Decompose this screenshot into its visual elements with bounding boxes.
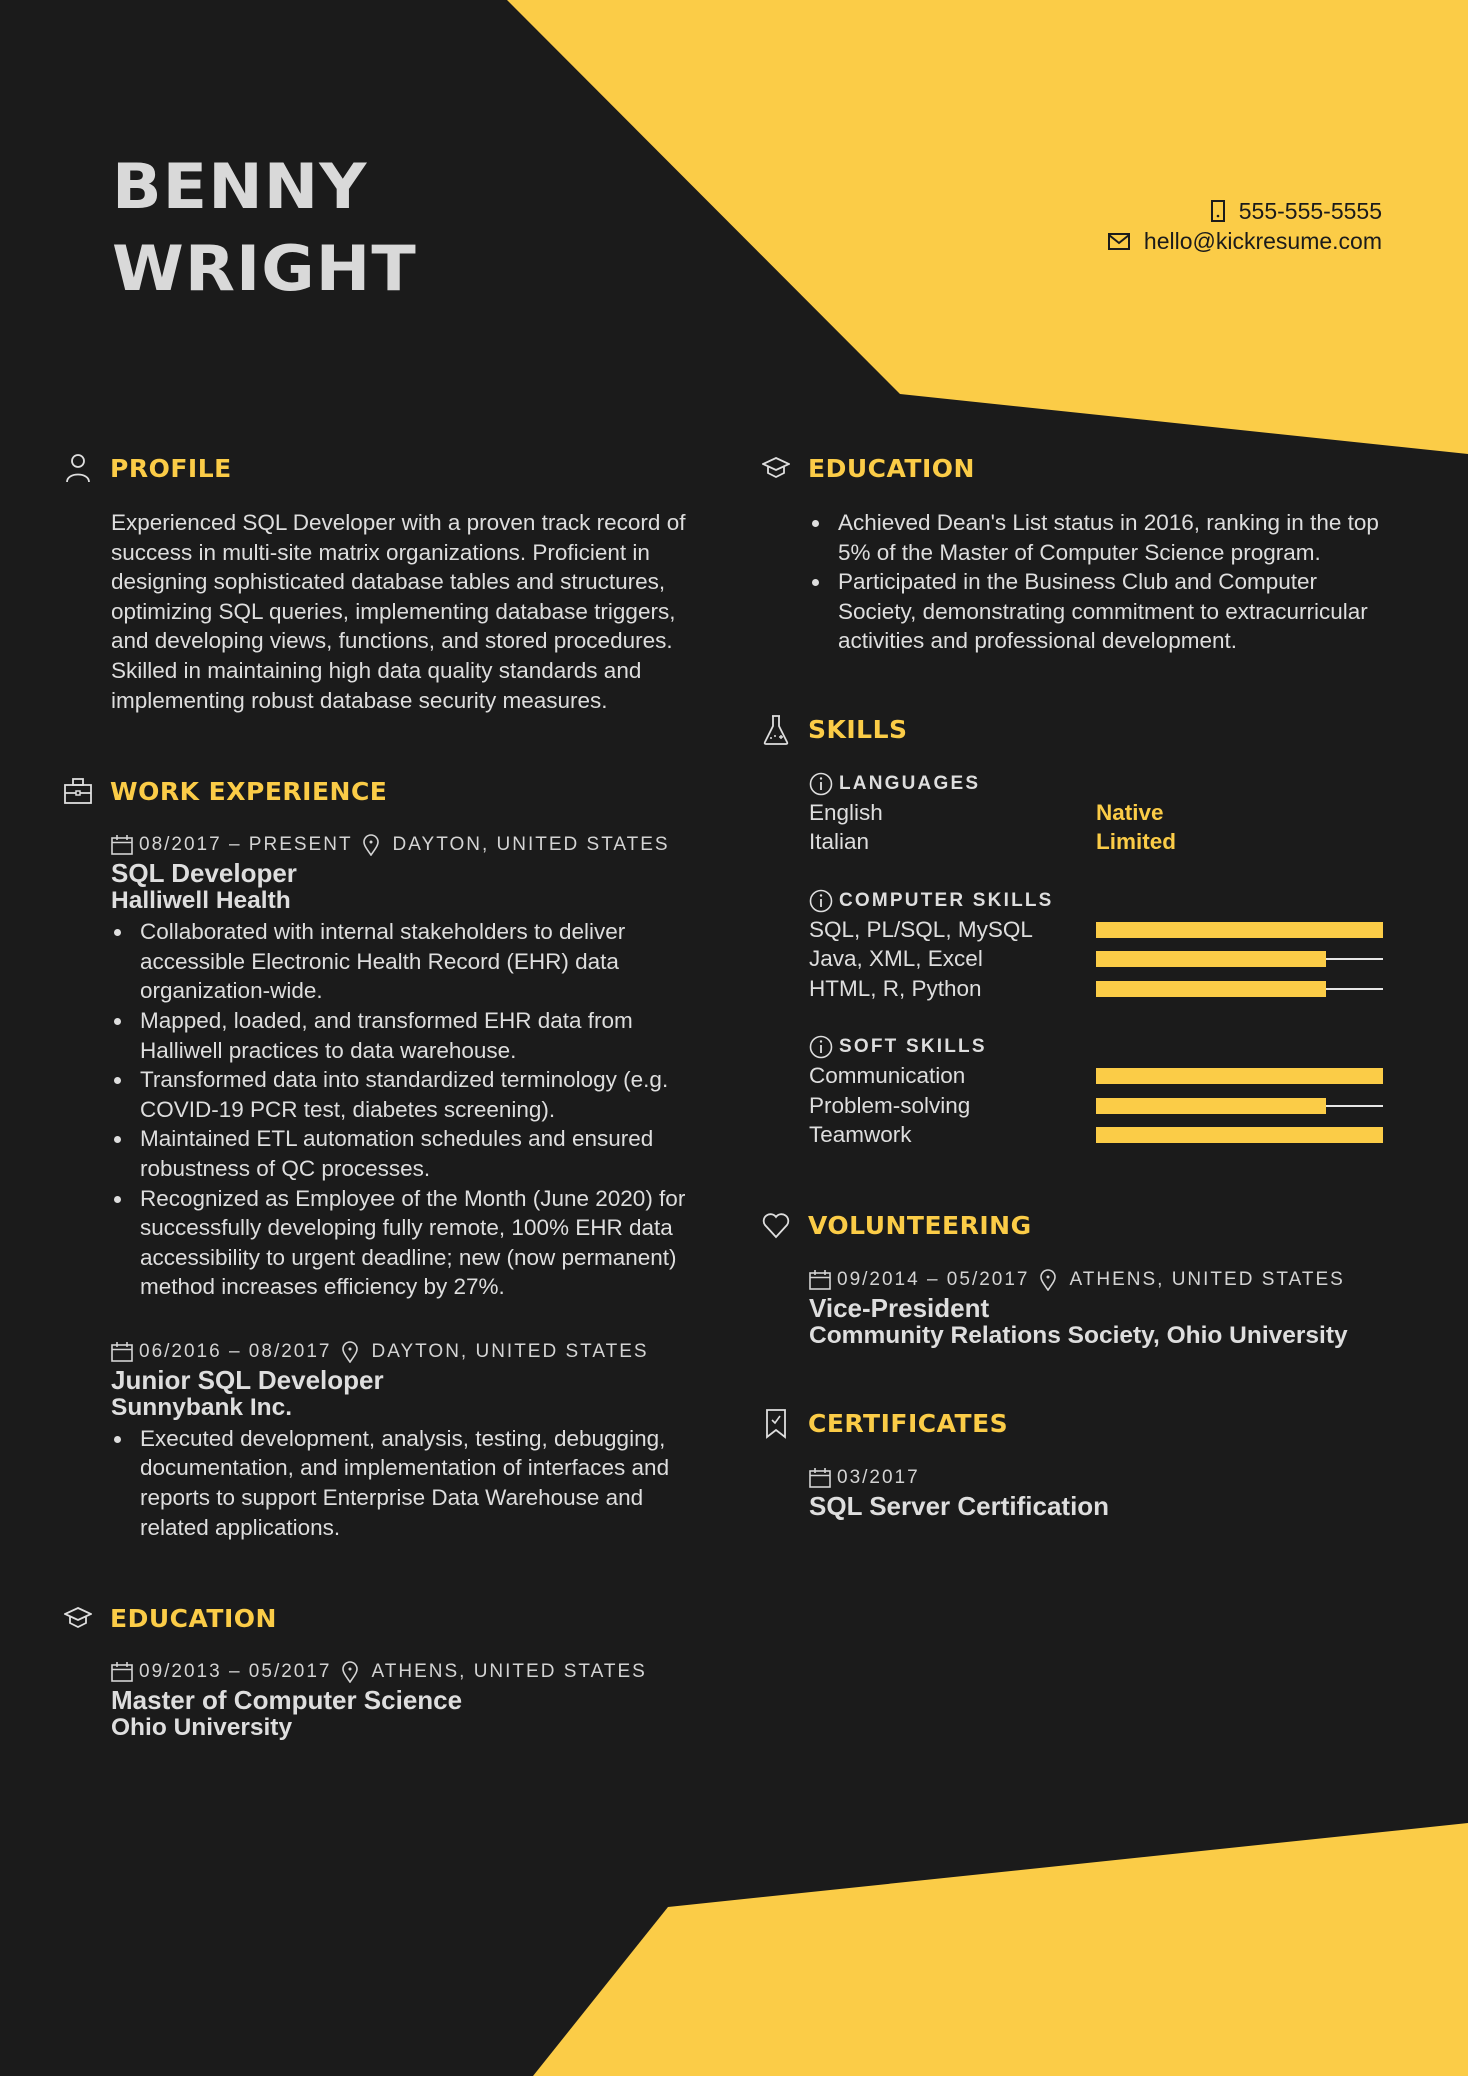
languages-group (809, 770, 1385, 857)
job-dates: 08/2017 – PRESENT (139, 834, 353, 856)
job-title: SQL Developer (111, 858, 297, 889)
skill-bar (1096, 951, 1383, 967)
calendar-icon (809, 1468, 831, 1488)
volunteering-location: ATHENS, UNITED STATES (1069, 1268, 1345, 1290)
job-bullets (111, 917, 702, 1302)
skill-name: HTML, R, Python (809, 975, 982, 1001)
language-row (809, 798, 1385, 828)
school: Ohio University (111, 1714, 293, 1742)
skill-bar (1096, 1068, 1383, 1084)
skill-bar (1096, 1098, 1383, 1114)
education-bullets (809, 508, 1385, 656)
bullet-item: Collaborated with internal stakeholders to deliver accessible Electronic Health Record (EHR) data organization-wide. (111, 917, 702, 1006)
skill-row (809, 974, 1385, 1004)
bookmark-check-icon (760, 1408, 792, 1440)
right-column (760, 450, 1385, 1568)
email-row (1108, 226, 1382, 256)
work-experience-section (62, 773, 702, 1542)
location-pin-icon (1040, 1269, 1056, 1291)
phone-row (1108, 196, 1382, 226)
section-title: VOLUNTEERING (808, 1211, 1032, 1241)
skill-row (809, 944, 1385, 974)
skill-bar (1096, 922, 1383, 938)
computer-skills-group (809, 887, 1385, 1004)
left-column (62, 450, 702, 1790)
job-location: DAYTON, UNITED STATES (371, 1340, 649, 1362)
certificate-date: 03/2017 (837, 1466, 920, 1488)
job-entry (111, 1338, 702, 1542)
skill-name: SQL, PL/SQL, MySQL (809, 916, 1033, 942)
job-title: Junior SQL Developer (111, 1364, 384, 1395)
certificate-name: SQL Server Certification (809, 1490, 1110, 1521)
skill-name: Teamwork (809, 1122, 912, 1148)
education-location: ATHENS, UNITED STATES (371, 1661, 647, 1683)
degree: Master of Computer Science (111, 1685, 463, 1716)
section-title: EDUCATION (110, 1603, 277, 1633)
soft-skills-heading: SOFT SKILLS (839, 1036, 987, 1058)
calendar-icon (111, 835, 133, 855)
education-dates: 09/2013 – 05/2017 (139, 1661, 332, 1683)
skill-name: Java, XML, Excel (809, 946, 983, 972)
bullet-item: Mapped, loaded, and transformed EHR data from Halliwell practices to data warehouse. (111, 1006, 702, 1065)
last-name: WRIGHT (112, 232, 417, 305)
skill-row (809, 915, 1385, 945)
info-icon (809, 1035, 833, 1059)
candidate-name (112, 146, 417, 310)
bullet-item: Executed development, analysis, testing, debugging, documentation, and implementation of interfaces and reports to support Enterprise Data Warehouse and related applications. (111, 1424, 702, 1542)
user-icon (62, 452, 94, 484)
graduation-cap-icon (62, 1602, 94, 1634)
skill-bar (1096, 1127, 1383, 1143)
section-title: SKILLS (808, 715, 908, 745)
profile-text: Experienced SQL Developer with a proven track record of success in multi-site matrix organizations. Proficient in designing sophisticated database tables and structures, optimizing SQL queries, implementing database triggers, and developing views, functions, and stored procedures. Skilled in maintaining high data quality standards and implementing robust database security measures. (111, 510, 686, 713)
volunteering-dates: 09/2014 – 05/2017 (837, 1268, 1030, 1290)
volunteer-role: Vice-President (809, 1292, 990, 1323)
briefcase-icon (62, 775, 94, 807)
job-company: Sunnybank Inc. (111, 1393, 293, 1421)
section-title: CERTIFICATES (808, 1409, 1009, 1439)
section-title: PROFILE (110, 453, 232, 483)
volunteer-organization: Community Relations Society, Ohio University (809, 1321, 1348, 1349)
education-section-right (760, 450, 1385, 656)
location-pin-icon (363, 834, 379, 856)
phone-icon (1211, 200, 1225, 222)
heart-icon (760, 1210, 792, 1242)
phone-number[interactable]: 555-555-5555 (1238, 198, 1382, 224)
language-level: Native (1096, 799, 1164, 825)
skill-name: Problem-solving (809, 1092, 971, 1118)
job-dates: 06/2016 – 08/2017 (139, 1340, 332, 1362)
section-title: WORK EXPERIENCE (110, 776, 388, 806)
section-title: EDUCATION (808, 453, 975, 483)
skills-section (760, 712, 1385, 1150)
calendar-icon (111, 1342, 133, 1362)
volunteering-section (760, 1208, 1385, 1350)
language-name: Italian (809, 829, 870, 855)
flask-icon (760, 714, 792, 746)
job-location: DAYTON, UNITED STATES (392, 834, 670, 856)
location-pin-icon (342, 1341, 358, 1363)
education-section-left (62, 1600, 702, 1742)
profile-section (62, 450, 702, 715)
email-address[interactable]: hello@kickresume.com (1143, 228, 1382, 254)
location-pin-icon (342, 1661, 358, 1683)
bullet-item: Recognized as Employee of the Month (June 2020) for successfully developing fully remote, 100% EHR data accessibility to urgent deadline; new (now permanent) method increases efficiency by 27%. (111, 1184, 702, 1302)
calendar-icon (111, 1662, 133, 1682)
bullet-item: Achieved Dean's List status in 2016, ranking in the top 5% of the Master of Computer Science program. (809, 508, 1385, 567)
skill-row (809, 1091, 1385, 1121)
calendar-icon (809, 1270, 831, 1290)
computer-skills-heading: COMPUTER SKILLS (839, 889, 1054, 911)
info-icon (809, 889, 833, 913)
first-name: BENNY (112, 150, 368, 223)
job-bullets (111, 1424, 702, 1542)
language-level: Limited (1096, 829, 1177, 855)
job-entry (111, 831, 702, 1302)
bullet-item: Transformed data into standardized terminology (e.g. COVID-19 PCR test, diabetes screening). (111, 1065, 702, 1124)
skill-bar (1096, 981, 1383, 997)
certificates-section (760, 1406, 1385, 1520)
bullet-item: Participated in the Business Club and Computer Society, demonstrating commitment to extracurricular activities and professional development. (809, 567, 1385, 656)
skill-row (809, 1120, 1385, 1150)
skill-row (809, 1061, 1385, 1091)
skill-name: Communication (809, 1063, 966, 1089)
language-row (809, 827, 1385, 857)
soft-skills-group (809, 1033, 1385, 1150)
contact-info (1108, 196, 1382, 256)
bullet-item: Maintained ETL automation schedules and ensured robustness of QC processes. (111, 1124, 702, 1183)
languages-heading: LANGUAGES (839, 772, 981, 794)
envelope-icon (1108, 233, 1130, 250)
job-company: Halliwell Health (111, 887, 291, 915)
graduation-cap-icon (760, 452, 792, 484)
language-name: English (809, 799, 883, 825)
info-icon (809, 772, 833, 796)
